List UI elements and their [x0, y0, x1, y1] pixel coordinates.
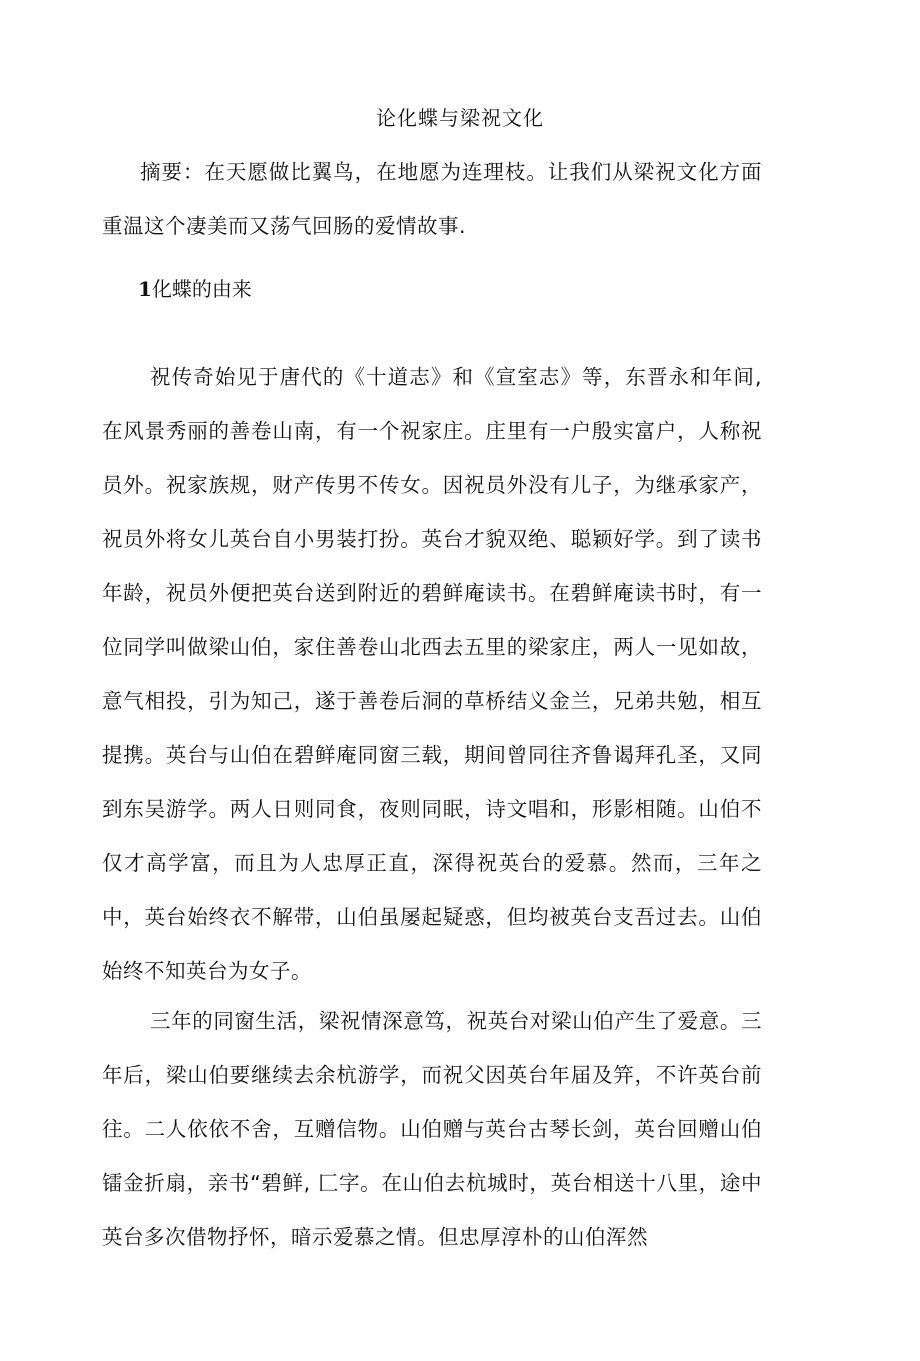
document-title: 论化蝶与梁祝文化	[376, 106, 544, 130]
body-paragraph: 祝传奇始见于唐代的《十道志》和《宣室志》等，东晋永和年间,在风景秀丽的善卷山南，有一个祝家庄。庄里有一户殷实富户，人称祝员外。祝家族规，财产传男不传女。因祝员外没有儿子，为继承家产，祝员外将女儿英台自小男装打扮。英台才貌双绝、聪颖好学。到了读书年龄，祝员外便把英台送到附近的碧鲜庵读书。在碧鲜庵读书时，有一位同学叫做梁山伯，家住善卷山北西去五里的梁家庄，两人一见如故，意气相投，引为知己，遂于善卷后洞的草桥结义金兰，兄弟共勉，相互提携。英台与山伯在碧鲜庵同窗三载，期间曾同往齐鲁谒拜孔圣，又同到东吴游学。两人日则同食，夜则同眠，诗文唱和，形影相随。山伯不仅才高学富，而且为人忠厚正直，深得祝英台的爱慕。然而，三年之中，英台始终衣不解带，山伯虽屡起疑惑，但均被英台支吾过去。山伯始终不知英台为女子。	[102, 365, 762, 983]
section-heading-text: 化蝶的由来	[151, 277, 252, 301]
body-paragraph: 三年的同窗生活，梁祝情深意笃，祝英台对梁山伯产生了爱意。三年后，梁山伯要继续去余杭游学，而祝父因英台年届及笄，不许英台前往。二人依依不舍，互赠信物。山伯赠与英台古琴长剑，英台回赠山伯镭金折扇，亲书“碧鲜, 匚字。在山伯去杭城时，英台相送十八里，途中英台多次借物抒怀，暗示爱慕之情。但忠厚淳朴的山伯浑然	[102, 1009, 762, 1249]
section-heading	[138, 274, 252, 304]
abstract-paragraph: 摘要：在天愿做比翼鸟，在地愿为连理枝。让我们从梁祝文化方面重温这个凄美而又荡气回肠的爱情故事.	[102, 160, 762, 238]
section-number: 1	[138, 277, 152, 301]
